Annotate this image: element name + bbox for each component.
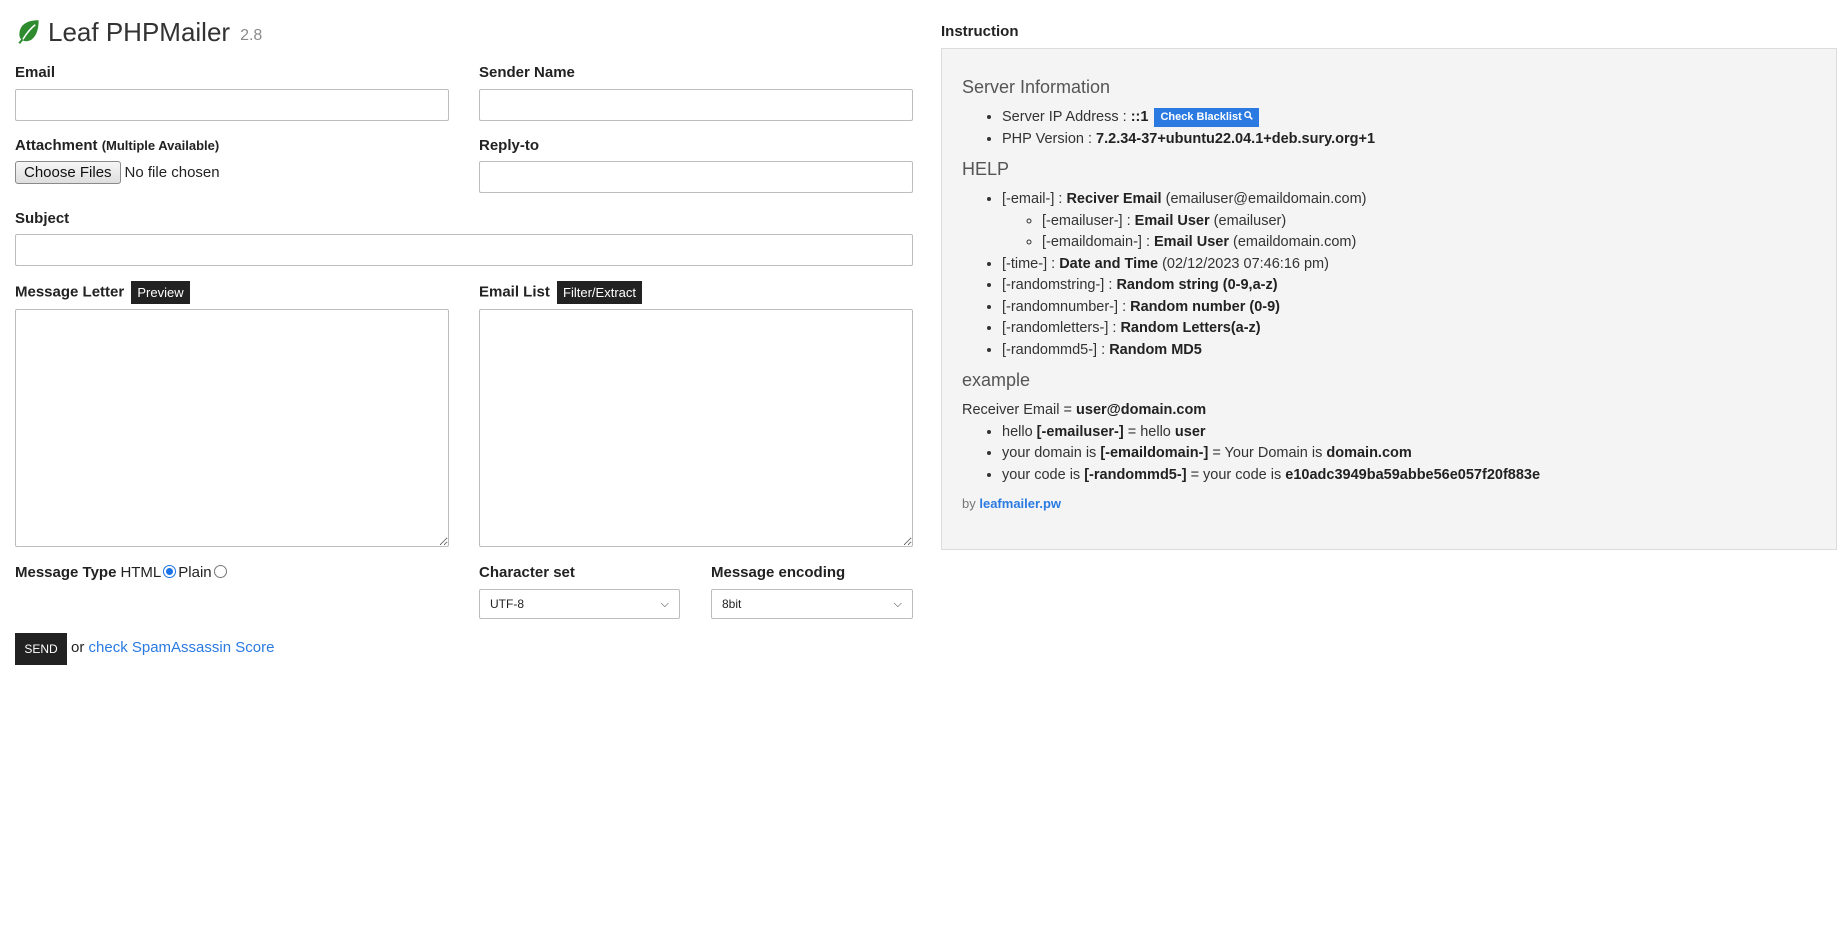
help-desc: Random string (0-9,a-z): [1116, 277, 1278, 293]
php-version-value: 7.2.34-37+ubuntu22.04.1+deb.sury.org+1: [1096, 130, 1376, 147]
chevron-down-icon: ⌵: [893, 597, 902, 610]
example-tag: [-randommd5-]: [1084, 466, 1187, 483]
charset-label: Character set: [479, 564, 575, 581]
help-list: [962, 189, 1816, 361]
help-item-randommd5: [1002, 340, 1816, 362]
message-letter-text: Message Letter: [15, 283, 125, 301]
attachment-label-text: Attachment: [15, 137, 98, 154]
server-info-heading: Server Information: [962, 77, 1111, 97]
subject-input[interactable]: [15, 234, 913, 266]
filter-extract-button[interactable]: Filter/Extract: [557, 281, 642, 304]
sender-name-label: Sender Name: [479, 64, 575, 81]
type-plain-radio[interactable]: [214, 565, 227, 578]
help-tag: [-time-] :: [1002, 255, 1056, 272]
preview-button[interactable]: Preview: [131, 281, 189, 304]
php-version-item: [1002, 129, 1816, 151]
app-name: Leaf PHPMailer: [48, 17, 231, 47]
attachment-label: [15, 137, 219, 154]
sender-name-input[interactable]: [479, 89, 913, 121]
instruction-title: Instruction: [941, 23, 1019, 40]
example-pre: hello: [1002, 423, 1033, 440]
email-list-text: Email List: [479, 283, 550, 301]
leafmailer-link[interactable]: leafmailer.pw: [979, 496, 1062, 511]
email-list-label: [479, 281, 642, 304]
help-item-emaildomain: [1042, 232, 1816, 254]
message-type: [15, 564, 229, 581]
example-item-1: [1002, 422, 1816, 444]
help-item-email: [1002, 189, 1816, 254]
help-desc: Random number (0-9): [1130, 298, 1280, 315]
send-button[interactable]: SEND: [15, 633, 67, 665]
example-receiver: [962, 400, 1816, 422]
help-tag: [-emaildomain-] :: [1042, 234, 1150, 250]
help-example: (emailuser): [1213, 212, 1287, 229]
attachment-hint: (Multiple Available): [101, 138, 220, 153]
no-file-text: No file chosen: [124, 164, 220, 181]
charset-value: UTF-8: [490, 597, 524, 611]
example-heading: example: [962, 370, 1031, 390]
help-example: (02/12/2023 07:46:16 pm): [1162, 255, 1329, 272]
reply-to-label: Reply-to: [479, 137, 539, 154]
example-item-3: [1002, 465, 1816, 487]
help-tag: [-randomstring-] :: [1002, 277, 1113, 293]
example-pre: your domain is: [1002, 445, 1097, 461]
email-input[interactable]: [15, 89, 449, 121]
message-type-label: Message Type: [15, 564, 117, 581]
help-desc: Random MD5: [1109, 341, 1202, 358]
help-item-emailuser: [1042, 211, 1816, 233]
example-item-2: [1002, 443, 1816, 465]
check-blacklist-label: Check Blacklist: [1160, 110, 1242, 123]
example-tag: [-emaildomain-]: [1100, 445, 1209, 461]
encoding-select[interactable]: [711, 589, 913, 619]
help-tag: [-randomletters-] :: [1002, 320, 1117, 336]
help-example: (emaildomain.com): [1233, 234, 1357, 250]
type-html-radio[interactable]: [163, 565, 176, 578]
example-value: user: [1174, 423, 1206, 440]
email-list-textarea[interactable]: [479, 309, 913, 547]
type-plain-label: Plain: [178, 564, 212, 581]
by-text: by: [962, 496, 976, 511]
help-heading: HELP: [962, 159, 1010, 179]
help-example: (emailuser@emaildomain.com): [1165, 191, 1367, 207]
help-desc: Email User: [1154, 234, 1229, 250]
example-receiver-value: user@domain.com: [1076, 402, 1207, 418]
encoding-value: 8bit: [722, 597, 742, 611]
subject-label: Subject: [15, 210, 70, 227]
help-tag: [-randommd5-] :: [1002, 341, 1106, 358]
server-info-list: [962, 107, 1816, 150]
server-ip-value: ::1: [1130, 109, 1149, 125]
server-ip-item: [1002, 107, 1816, 129]
help-desc: Reciver Email: [1066, 191, 1162, 207]
leaf-icon: [15, 18, 42, 45]
help-item-randomletters: [1002, 318, 1816, 340]
example-tag: [-emailuser-]: [1036, 423, 1124, 440]
help-desc: Email User: [1134, 212, 1210, 229]
or-text: or: [71, 639, 85, 656]
encoding-label: Message encoding: [711, 564, 846, 581]
app-version: 2.8: [240, 27, 263, 44]
help-sublist: [1002, 211, 1816, 254]
help-desc: Date and Time: [1059, 255, 1159, 272]
example-value: e10adc3949ba59abbe56e057f20f883e: [1285, 466, 1541, 483]
charset-select[interactable]: [479, 589, 680, 619]
send-extra: [71, 639, 274, 656]
message-letter-label: [15, 281, 190, 304]
help-item-randomstring: [1002, 275, 1816, 297]
instruction-panel: [941, 48, 1837, 550]
byline: [962, 496, 1816, 511]
brand: [15, 18, 262, 45]
choose-files-button[interactable]: Choose Files: [15, 161, 121, 184]
example-pre: your code is: [1002, 466, 1081, 483]
help-desc: Random Letters(a-z): [1120, 320, 1261, 336]
spamassassin-link[interactable]: check SpamAssassin Score: [88, 639, 275, 656]
example-value: domain.com: [1326, 445, 1412, 461]
help-tag: [-emailuser-] :: [1042, 212, 1131, 229]
help-tag: [-email-] :: [1002, 191, 1063, 207]
check-blacklist-button[interactable]: [1154, 108, 1258, 127]
example-receiver-label: Receiver Email =: [962, 402, 1072, 418]
php-version-label: PHP Version :: [1002, 130, 1093, 147]
server-ip-label: Server IP Address :: [1002, 109, 1127, 125]
example-list: [962, 422, 1816, 487]
example-eq: = Your Domain is: [1212, 445, 1323, 461]
help-item-randomnumber: [1002, 297, 1816, 319]
chevron-down-icon: ⌵: [660, 597, 669, 610]
reply-to-input[interactable]: [479, 161, 913, 193]
type-html-label: HTML: [120, 564, 162, 581]
file-picker: [15, 161, 220, 184]
message-letter-textarea[interactable]: [15, 309, 449, 547]
example-eq: = your code is: [1190, 466, 1282, 483]
search-icon: [1244, 110, 1253, 125]
help-item-time: [1002, 254, 1816, 276]
email-label: Email: [15, 64, 56, 81]
help-tag: [-randomnumber-] :: [1002, 298, 1127, 315]
example-eq: = hello: [1127, 423, 1171, 440]
